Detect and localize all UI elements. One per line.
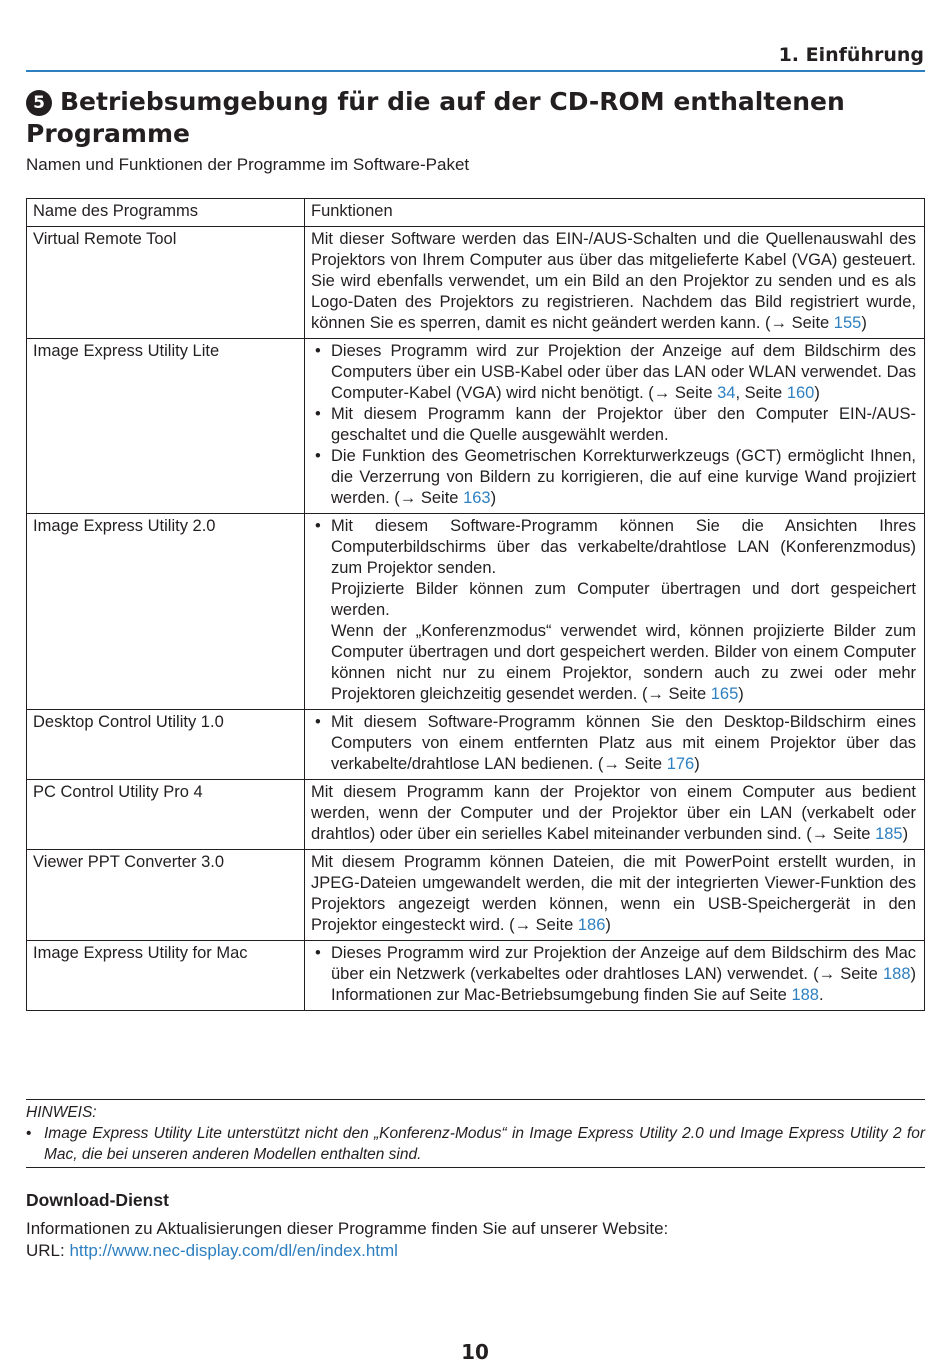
function-list	[311, 341, 916, 509]
list-item	[331, 516, 916, 705]
function-text-end: .	[818, 986, 824, 1004]
list-item	[331, 341, 916, 404]
function-list	[311, 516, 916, 705]
chapter-rule	[26, 70, 925, 72]
url-label: URL:	[26, 1241, 70, 1260]
function-text-end: )	[694, 755, 700, 773]
function-text: Wenn der „Konferenzmodus“ verwendet wird, können projizierte Bilder zum Computer übertragen und dort gespeichert werden. Bilder von einem Computer können nicht nur zu einem Projektor, sondern auch zu zwei oder mehr Projektoren gleichzeitig gesendet werden. (→ Seite	[331, 622, 916, 703]
list-item	[331, 404, 916, 446]
page-link[interactable]: 188	[791, 986, 819, 1004]
function-text-end: )	[490, 489, 497, 507]
program-functions	[305, 339, 925, 514]
page-link[interactable]: 160	[786, 384, 815, 402]
download-heading: Download-Dienst	[26, 1190, 169, 1210]
function-text: , Seite	[735, 384, 787, 402]
program-name: Image Express Utility for Mac	[27, 941, 305, 1011]
page-title	[26, 86, 926, 150]
function-text: Mit dieser Software werden das EIN-/AUS-Schalten und die Quellenauswahl des Projektors von Ihrem Computer aus über das mitgelieferte Kabel (VGA) gesteuert. Sie wird ebenfalls verwendet, um ein Bild an den Projektor zu senden und es als Logo-Daten des Projektors zu registrieren. Nachdem das Bild registriert wurde, können Sie es sperren, damit es nicht geändert werden kann. (→ Seite	[311, 230, 916, 332]
function-list	[311, 712, 916, 775]
note-label: HINWEIS:	[26, 1104, 97, 1121]
page-link[interactable]: 155	[833, 314, 862, 332]
note-text: • Image Express Utility Lite unterstützt nicht den „Konferenz-Modus“ in Image Express Utility 2.0 und Image Express Utility 2 for Mac, die bei unseren anderen Modellen enthalten sind.	[26, 1123, 925, 1165]
program-functions	[305, 780, 925, 850]
chapter-heading: 1. Einführung	[778, 44, 924, 66]
program-name: PC Control Utility Pro 4	[27, 780, 305, 850]
page-link[interactable]: 176	[666, 755, 695, 773]
function-text-end: )	[902, 825, 909, 843]
note-bottom-rule	[26, 1167, 925, 1168]
function-text: Mit diesem Programm kann der Projektor über den Computer EIN-/AUS-geschaltet und die Quelle ausgewählt werden.	[331, 405, 916, 444]
function-text: Mit diesem Programm können Dateien, die mit PowerPoint erstellt wurden, in JPEG-Dateien umgewandelt werden, die mit der integrierten Viewer-Funktion des Projektors angezeigt werden können, wenn ein USB-Speichergerät in den Projektor eingesteckt wird. (→ Seite	[311, 853, 916, 934]
function-text-end: )	[814, 384, 820, 402]
table-row	[27, 514, 925, 710]
function-paragraph: Projizierte Bilder können zum Computer übertragen und dort gespeichert werden.	[331, 580, 916, 619]
function-text-end: )	[605, 916, 611, 934]
function-text: Dieses Programm wird zur Projektion der Anzeige auf dem Bildschirm des Mac über ein Netzwerk (verkabeltes oder drahtloses LAN) verwendet. (→ Seite	[331, 944, 916, 983]
function-text: Mit diesem Programm kann der Projektor von einem Computer aus bedient werden, wenn der Computer und der Projektor über ein LAN (verkabelt oder drahtlos) oder über ein serielles Kabel miteinander verbunden sind. (→ Seite	[311, 783, 916, 843]
section-number-badge: 5	[26, 90, 52, 116]
page-link[interactable]: 186	[577, 916, 606, 934]
table-row	[27, 941, 925, 1011]
program-table	[26, 198, 925, 1011]
function-text: ) Informationen zur Mac-Betriebsumgebung finden Sie auf Seite	[331, 965, 916, 1004]
function-text-end: )	[861, 314, 867, 332]
download-url-line	[26, 1240, 668, 1262]
page-link[interactable]: 185	[875, 825, 903, 843]
page-link[interactable]: 163	[463, 489, 491, 507]
function-list	[311, 943, 916, 1006]
program-name: Image Express Utility 2.0	[27, 514, 305, 710]
page-link[interactable]: 34	[717, 384, 736, 402]
program-name: Image Express Utility Lite	[27, 339, 305, 514]
program-name: Viewer PPT Converter 3.0	[27, 850, 305, 941]
column-header-name: Name des Programms	[27, 199, 305, 227]
table-row	[27, 780, 925, 850]
function-text-end: )	[738, 685, 744, 703]
list-item	[331, 943, 916, 1006]
function-paragraph: • Mit diesem Software-Programm können Sie die Ansichten Ihres Computerbildschirms über das verkabelte/drahtlose LAN (Konferenzmodus) zum Projektor senden.	[331, 517, 916, 577]
program-functions	[305, 941, 925, 1011]
table-caption: Namen und Funktionen der Programme im Software-Paket	[26, 155, 470, 174]
function-text: Mit diesem Software-Programm können Sie den Desktop-Bildschirm eines Computers von einem entfernten Platz aus mit einem Projektor über das verkabelte/drahtlose LAN bedienen. (→ Seite	[331, 713, 916, 773]
program-name: Virtual Remote Tool	[27, 227, 305, 339]
program-name: Desktop Control Utility 1.0	[27, 710, 305, 780]
page-title-text: Betriebsumgebung für die auf der CD-ROM enthaltenen Programme	[26, 87, 845, 148]
download-url-link[interactable]: http://www.nec-display.com/dl/en/index.html	[69, 1241, 398, 1260]
page-link[interactable]: 188	[882, 965, 911, 983]
download-section	[26, 1218, 668, 1262]
table-row	[27, 850, 925, 941]
note-top-rule	[26, 1099, 925, 1100]
list-item	[331, 712, 916, 775]
program-functions	[305, 514, 925, 710]
table-row	[27, 710, 925, 780]
table-header-row	[27, 199, 925, 227]
page-link[interactable]: 165	[710, 685, 739, 703]
table-row	[27, 339, 925, 514]
function-paragraph	[331, 621, 916, 705]
note-box	[26, 1102, 925, 1165]
program-functions	[305, 710, 925, 780]
function-text: Die Funktion des Geometrischen Korrekturwerkzeugs (GCT) ermöglicht Ihnen, die Verzerrung von Bildern zu korrigieren, die auf eine kurvige Wand projiziert werden. (→ Seite	[331, 447, 916, 507]
table-row	[27, 227, 925, 339]
list-item	[331, 446, 916, 509]
program-functions	[305, 227, 925, 339]
page-number: 10	[461, 1340, 489, 1364]
column-header-functions: Funktionen	[305, 199, 925, 227]
program-functions	[305, 850, 925, 941]
function-text: Dieses Programm wird zur Projektion der Anzeige auf dem Bildschirm des Computers über ein USB-Kabel oder über das LAN oder WLAN verwendet. Das Computer-Kabel (VGA) wird nicht benötigt. (→ Seite	[331, 342, 916, 402]
download-text: Informationen zu Aktualisierungen dieser Programme finden Sie auf unserer Website:	[26, 1219, 669, 1238]
